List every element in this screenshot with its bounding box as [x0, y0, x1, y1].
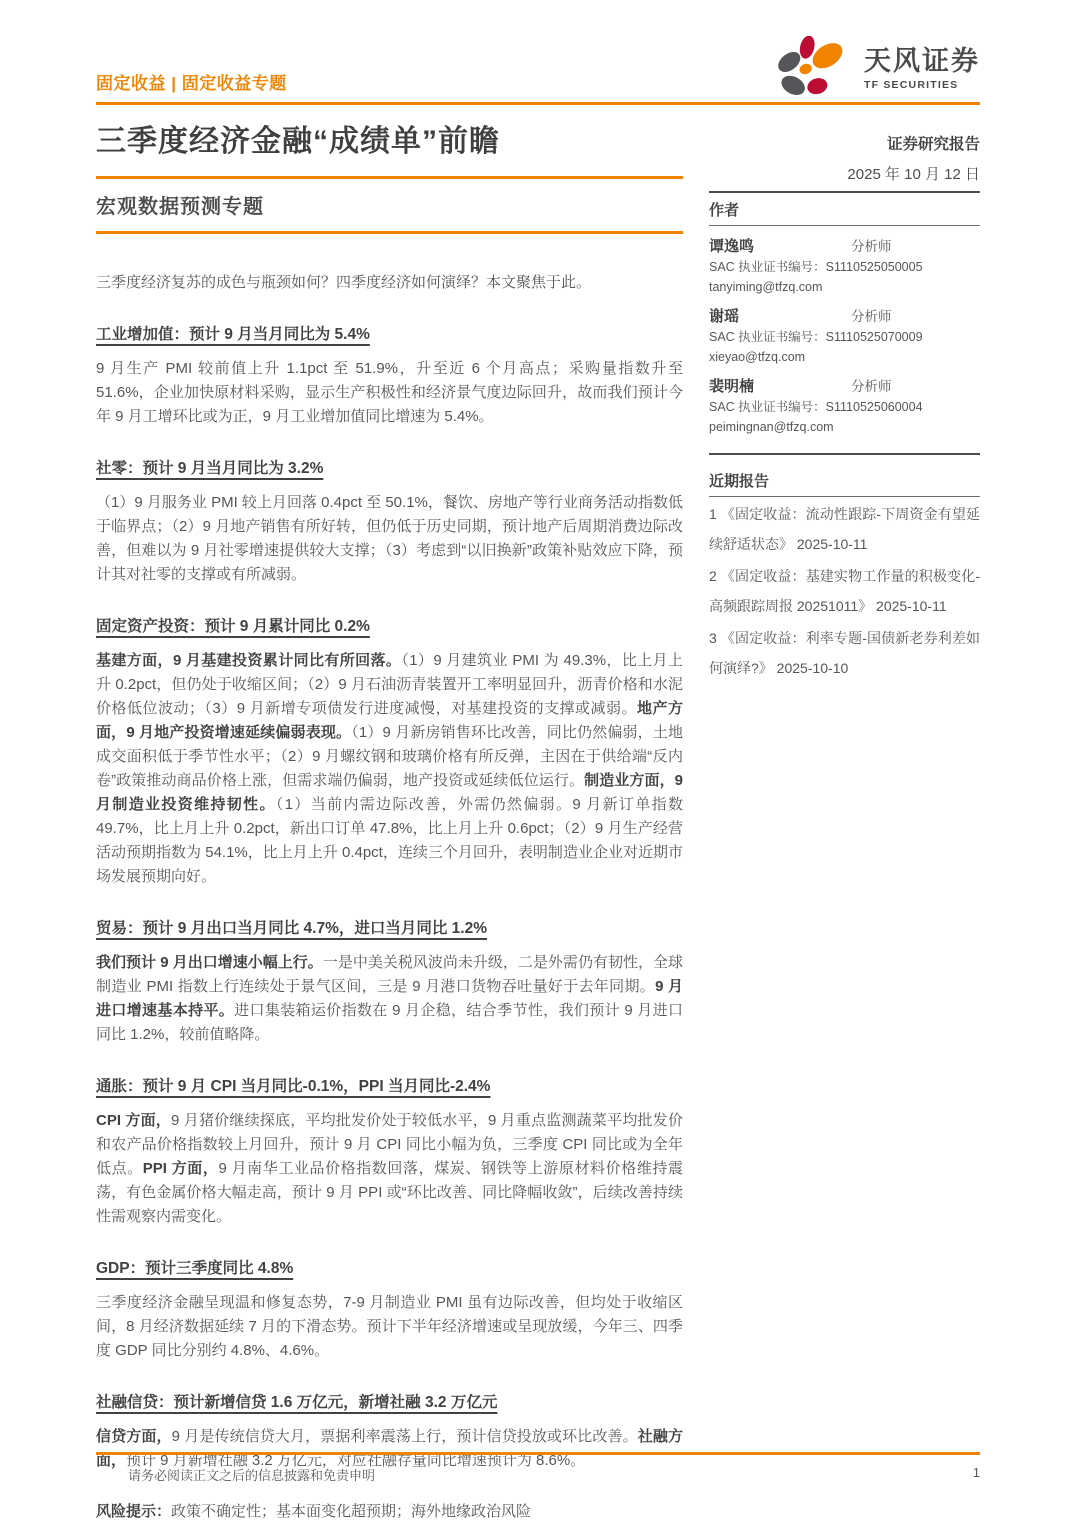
recent-reports-container — [709, 499, 980, 683]
text-segment: 9 月生产 PMI 较前值上升 1.1pct 至 51.9%，升至近 6 个月高点；采购量指数升至 51.6%，企业加快原材料采购，显示生产积极性和经济景气度边际回升，故而我们预计今年 9 月工增环比或为正，9 月工业增加值同比增速为 5.4%。 — [96, 360, 683, 425]
body-paragraph — [96, 1109, 683, 1229]
author-entry — [709, 305, 980, 366]
author-name: 裴明楠 — [709, 378, 755, 395]
bold-segment: 社融方面， — [96, 1428, 683, 1469]
author-entry — [709, 235, 980, 296]
footer-disclaimer: 请务必阅读正文之后的信息披露和免责申明 — [128, 1468, 376, 1483]
bold-segment: 我们预计 9 月出口增速小幅上行。 — [96, 954, 323, 971]
section-heading — [96, 614, 683, 636]
text-segment: （1）9 月服务业 PMI 较上月回落 0.4pct 至 50.1%，餐饮、房地产等行业商务活动指数低于临界点；（2）9 月地产销售有所好转，但仍低于历史同期，预计地产后周期消费边际改善，但难以为 9 月社零增速提供较大支撑；（3）考虑到“以旧换新”政策补贴效应下降，预计其对社零的支撑或有所减弱。 — [96, 494, 683, 583]
text-segment: 预计 9 月新增社融 3.2 万亿元，对应社融存量同比增速预计为 8.6%。 — [126, 1452, 586, 1469]
report-date: 2025 年 10 月 12 日 — [847, 166, 980, 183]
category-eyebrow: 固定收益 | 固定收益专题 — [96, 74, 287, 93]
section-heading — [96, 916, 683, 938]
text-segment: 进口集装箱运价指数在 9 月企稳，结合季节性，我们预计 9 月进口同比 1.2%，较前值略降。 — [96, 1002, 683, 1043]
bold-segment: 信贷方面， — [96, 1428, 172, 1445]
author-email: xieyao@tfzq.com — [709, 350, 806, 364]
body-paragraph — [96, 357, 683, 429]
section-heading-text: 通胀：预计 9 月 CPI 当月同比-0.1%，PPI 当月同比-2.4% — [96, 1078, 491, 1095]
author-role: 分析师 — [851, 309, 892, 324]
risk-text: 政策不确定性；基本面变化超预期；海外地缘政治风险 — [171, 1503, 532, 1520]
reports-label-divider — [709, 496, 980, 497]
logo-name-en: TF SECURITIES — [864, 78, 959, 91]
section-heading — [96, 1074, 683, 1096]
author-cert-number: SAC 执业证书编号：S1110525050005 — [709, 260, 923, 274]
recent-reports-label: 近期报告 — [709, 473, 770, 490]
page-number: 1 — [972, 1465, 980, 1480]
bold-segment: 制造业方面，9 月制造业投资维持韧性。 — [96, 772, 683, 813]
recent-report-item: 2 《固定收益：基建实物工作量的积极变化-高频跟踪周报 20251011》 2025-10-11 — [709, 568, 980, 614]
sidebar-column — [709, 105, 980, 1521]
authors-label-divider — [709, 225, 980, 226]
text-segment: （1）9 月建筑业 PMI 为 49.3%，比上月上升 0.2pct，但仍处于收缩区间；（2）9 月石油沥青装置开工率明显回升，沥青价格和水泥价格低位波动；（3）9 月新增专项债发行进度减慢，对基建投资的支撑或减弱。 — [96, 652, 683, 717]
text-segment: 9 月南华工业品价格指数回落，煤炭、钢铁等上游原材料价格维持震荡，有色金属价格大幅走高，预计 9 月 PPI 或“环比改善、同比降幅收敛”，后续改善持续性需观察内需变化。 — [96, 1160, 683, 1225]
bold-segment: PPI 方面， — [142, 1160, 219, 1177]
page-header — [96, 30, 980, 102]
section-heading-text: 固定资产投资：预计 9 月累计同比 0.2% — [96, 618, 370, 635]
bold-segment: 地产方面，9 月地产投资增速延续偏弱表现。 — [96, 700, 683, 741]
subtitle-divider — [96, 231, 683, 234]
body-paragraph — [96, 1291, 683, 1363]
author-role: 分析师 — [851, 379, 892, 394]
text-segment: （1）当前内需边际改善，外需仍然偏弱。9 月新订单指数 49.7%，比上月上升 0.2pct，新出口订单 47.8%，比上月上升 0.6pct；（2）9 月生产经营活动预期指数为 54.1%，比上月上升 0.4pct，连续三个月回升，表明制造业企业对近期市场发展预期向好。 — [96, 796, 683, 885]
bold-segment: 基建方面，9 月基建投资累计同比有所回落。 — [96, 652, 402, 669]
body-paragraph — [96, 951, 683, 1047]
author-email: tanyiming@tfzq.com — [709, 280, 823, 294]
tf-securities-logo — [776, 36, 980, 102]
author-header — [709, 375, 980, 396]
intro-paragraph: 三季度经济复苏的成色与瓶颈如何？四季度经济如何演绎？本文聚焦于此。 — [96, 274, 592, 291]
report-type-label: 证券研究报告 — [886, 136, 980, 153]
section-heading-text: GDP：预计三季度同比 4.8% — [96, 1260, 294, 1277]
authors-container — [709, 235, 980, 436]
risk-label: 风险提示： — [96, 1503, 172, 1520]
section-heading — [96, 1390, 683, 1412]
section-heading — [96, 322, 683, 344]
page-subtitle: 宏观数据预测专题 — [96, 196, 264, 218]
risk-note — [96, 1500, 683, 1521]
author-cert-number: SAC 执业证书编号：S1110525060004 — [709, 400, 923, 414]
bold-segment: 9 月进口增速基本持平。 — [96, 978, 684, 1019]
author-role: 分析师 — [851, 239, 892, 254]
author-entry — [709, 375, 980, 436]
section-heading-text: 工业增加值：预计 9 月当月同比为 5.4% — [96, 326, 370, 343]
tf-securities-logo-icon — [776, 36, 854, 102]
sections-container — [96, 322, 683, 1473]
recent-report-item: 3 《固定收益：利率专题-国债新老券利差如何演绎?》 2025-10-10 — [709, 630, 980, 676]
authors-label: 作者 — [709, 202, 740, 219]
text-segment: 9 月是传统信贷大月，票据利率震荡上行，预计信贷投放或环比改善。 — [171, 1428, 638, 1445]
content-columns — [96, 105, 980, 1521]
text-segment: 一是中美关税风波尚未升级，二是外需仍有韧性，全球制造业 PMI 指数上行连续处于景气区间，三是 9 月港口货物吞吐量好于去年同期。 — [96, 954, 683, 995]
recent-report-item: 1 《固定收益：流动性跟踪-下周资金有望延续舒适状态》 2025-10-11 — [709, 506, 980, 552]
section-heading — [96, 456, 683, 478]
page-title: 三季度经济金融“成绩单”前瞻 — [96, 125, 500, 158]
body-paragraph — [96, 649, 683, 889]
authors-end-divider — [709, 453, 980, 455]
text-segment: 三季度经济金融呈现温和修复态势，7-9 月制造业 PMI 虽有边际改善，但均处于收缩区间，8 月经济数据延续 7 月的下滑态势。预计下半年经济增速或呈现放缓，今年三、四季度 GDP 同比分别约 4.8%、4.6%。 — [96, 1294, 683, 1359]
author-name: 谭逸鸣 — [709, 238, 755, 255]
text-segment: （1）9 月新房销售环比改善，同比仍然偏弱，土地成交面积低于季节性水平；（2）9 月螺纹钢和玻璃价格有所反弹，主因在于供给端“反内卷”政策推动商品价格上涨，但需求端仍偏弱，地产投资或延续低位运行。 — [96, 724, 683, 789]
body-paragraph — [96, 491, 683, 587]
author-email: peimingnan@tfzq.com — [709, 420, 834, 434]
page-footer — [96, 1452, 980, 1484]
text-segment: 9 月猪价继续探底，平均批发价处于较低水平，9 月重点监测蔬菜平均批发价和农产品价格指数较上月回升，预计 9 月 CPI 同比小幅为负，三季度 CPI 同比或为全年低点。 — [96, 1112, 683, 1177]
section-heading-text: 社零：预计 9 月当月同比为 3.2% — [96, 460, 324, 477]
bold-segment: CPI 方面， — [96, 1112, 172, 1129]
logo-wordmark — [864, 47, 980, 91]
section-heading-text: 社融信贷：预计新增信贷 1.6 万亿元，新增社融 3.2 万亿元 — [96, 1394, 498, 1411]
author-name: 谢瑶 — [709, 308, 740, 325]
footer-divider — [96, 1452, 980, 1455]
author-header — [709, 235, 980, 256]
main-column — [96, 105, 683, 1521]
author-header — [709, 305, 980, 326]
section-heading — [96, 1256, 683, 1278]
author-cert-number: SAC 执业证书编号：S1110525070009 — [709, 330, 923, 344]
section-heading-text: 贸易：预计 9 月出口当月同比 4.7%，进口当月同比 1.2% — [96, 920, 488, 937]
logo-name-cn: 天风证券 — [864, 45, 980, 76]
